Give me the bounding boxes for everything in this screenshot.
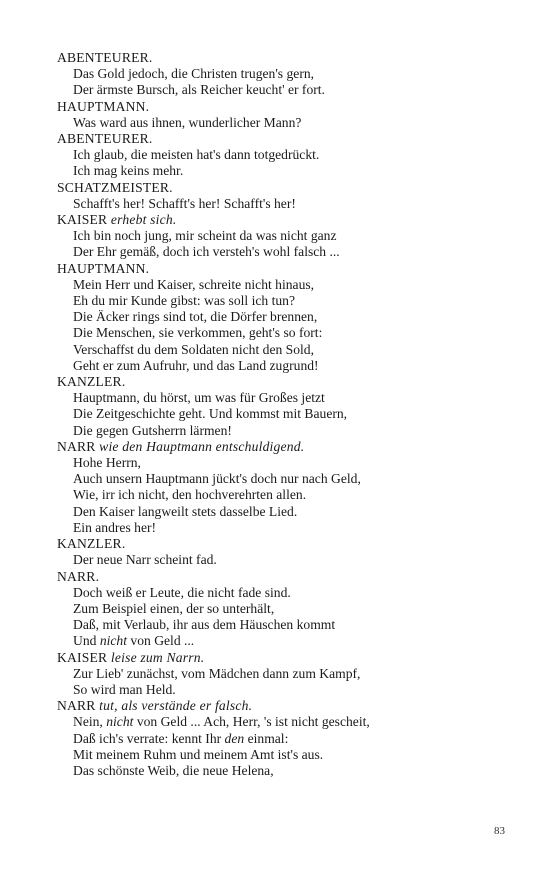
verse-text: Hauptmann, du hörst, um was für Großes jetzt [73,390,325,406]
verse-line [57,731,527,747]
speaker-name: KAISER [57,212,111,228]
speaker-name: ABENTEURER. [57,50,153,65]
verse-text: Schafft's her! Schafft's her! Schafft's her! [73,195,296,211]
verse-line [57,163,527,179]
speaker-line [57,99,527,115]
verse-line [57,763,527,779]
speaker-line [57,536,527,552]
verse-line [57,406,527,422]
verse-text: Auch unsern Hauptmann jückt's doch nur nach Geld, [73,471,361,487]
stage-direction: wie den Hauptmann entschuldigend. [99,438,305,454]
verse-text: Zum Beispiel einen, der so unterhält, [73,600,275,616]
verse-line [57,504,527,520]
verse-text: von Geld ... [127,633,195,649]
speaker-name: NARR [57,438,100,454]
verse-text: Hohe Herrn, [73,455,141,471]
verse-text: Ich glaub, die meisten hat's dann totgedrückt. [73,147,320,163]
speaker-line [57,131,527,147]
verse-text: Was ward aus ihnen, wunderlicher Mann? [73,114,302,130]
verse-text: einmal: [244,730,289,746]
verse-line [57,747,527,763]
verse-text: Ich bin noch jung, mir scheint da was nicht ganz [73,228,337,244]
verse-line [57,471,527,487]
speaker-line [57,50,527,66]
verse-text: Den Kaiser langweilt stets dasselbe Lied. [73,503,298,519]
verse-line [57,147,527,163]
verse-text: Nein, [73,714,107,730]
speaker-line [57,698,527,714]
verse-line [57,309,527,325]
verse-line [57,228,527,244]
verse-line [57,244,527,260]
verse-text: Die Zeitgeschichte geht. Und kommst mit Bauern, [73,406,348,422]
verse-text: Ein andres her! [73,519,157,535]
verse-line [57,358,527,374]
speaker-line [57,569,527,585]
verse-line [57,487,527,503]
speaker-name: HAUPTMANN. [57,260,150,276]
verse-text: Mit meinem Ruhm und meinem Amt ist's aus. [73,746,324,762]
verse-text: Die Menschen, sie verkommen, geht's so fort: [73,325,323,341]
speaker-name: HAUPTMANN. [57,98,150,114]
speaker-name: SCHATZMEISTER. [57,179,173,195]
page-number: 83 [494,825,505,837]
stage-direction: tut, als verstände er falsch. [99,698,253,714]
verse-line [57,390,527,406]
verse-line [57,633,527,649]
verse-line [57,666,527,682]
emphasis-text: nicht [106,714,134,730]
verse-text: Daß ich's verrate: kennt Ihr [73,730,225,746]
emphasis-text: den [224,730,245,746]
verse-text: Das Gold jedoch, die Christen trugen's gern, [73,66,315,82]
verse-text: Das schönste Weib, die neue Helena, [73,762,274,778]
verse-line [57,601,527,617]
speaker-line [57,650,527,666]
verse-text: Und [73,633,100,649]
verse-line [57,552,527,568]
verse-text: Der ärmste Bursch, als Reicher keucht' er fort. [73,82,325,98]
speaker-name: NARR. [57,568,100,584]
verse-line [57,325,527,341]
speaker-name: KAISER [57,649,111,665]
verse-line [57,617,527,633]
speaker-name: KANZLER. [57,536,126,552]
speaker-line [57,439,527,455]
verse-text: Der neue Narr scheint fad. [73,552,217,568]
speaker-name: KANZLER. [57,374,126,390]
speaker-line [57,261,527,277]
verse-text: Geht er zum Aufruhr, und das Land zugrund! [73,357,319,373]
verse-text: Zur Lieb' zunächst, vom Mädchen dann zum Kampf, [73,665,361,681]
stage-direction: erhebt sich. [110,212,177,228]
drama-text [57,50,527,779]
verse-text: Doch weiß er Leute, die nicht fade sind. [73,584,291,600]
verse-text: Die Äcker rings sind tot, die Dörfer brennen, [73,309,318,325]
verse-text: Eh du mir Kunde gibst: was soll ich tun? [73,293,296,309]
verse-line [57,342,527,358]
speaker-line [57,374,527,390]
verse-text: Der Ehr gemäß, doch ich versteh's wohl falsch ... [73,244,340,260]
verse-text: So wird man Held. [73,681,176,697]
verse-text: Die gegen Gutsherrn lärmen! [73,422,232,438]
verse-text: Wie, irr ich nicht, den hochverehrten allen. [73,487,307,503]
verse-line [57,66,527,82]
verse-line [57,682,527,698]
speaker-name: NARR [57,698,100,714]
verse-text: von Geld ... Ach, Herr, 's ist nicht gescheit, [133,714,370,730]
verse-text: Daß, mit Verlaub, ihr aus dem Häuschen kommt [73,617,336,633]
verse-text: Ich mag keins mehr. [73,163,184,179]
verse-line [57,585,527,601]
verse-text: Mein Herr und Kaiser, schreite nicht hinaus, [73,276,315,292]
speaker-line [57,212,527,228]
verse-text: Verschaffst du dem Soldaten nicht den Sold, [73,341,314,357]
verse-line [57,82,527,98]
speaker-line [57,180,527,196]
verse-line [57,714,527,730]
emphasis-text: nicht [99,633,127,649]
verse-line [57,293,527,309]
verse-line [57,115,527,131]
verse-line [57,277,527,293]
speaker-name: ABENTEURER. [57,131,153,147]
verse-line [57,455,527,471]
verse-line [57,520,527,536]
verse-line [57,196,527,212]
stage-direction: leise zum Narrn. [110,649,205,665]
verse-line [57,423,527,439]
